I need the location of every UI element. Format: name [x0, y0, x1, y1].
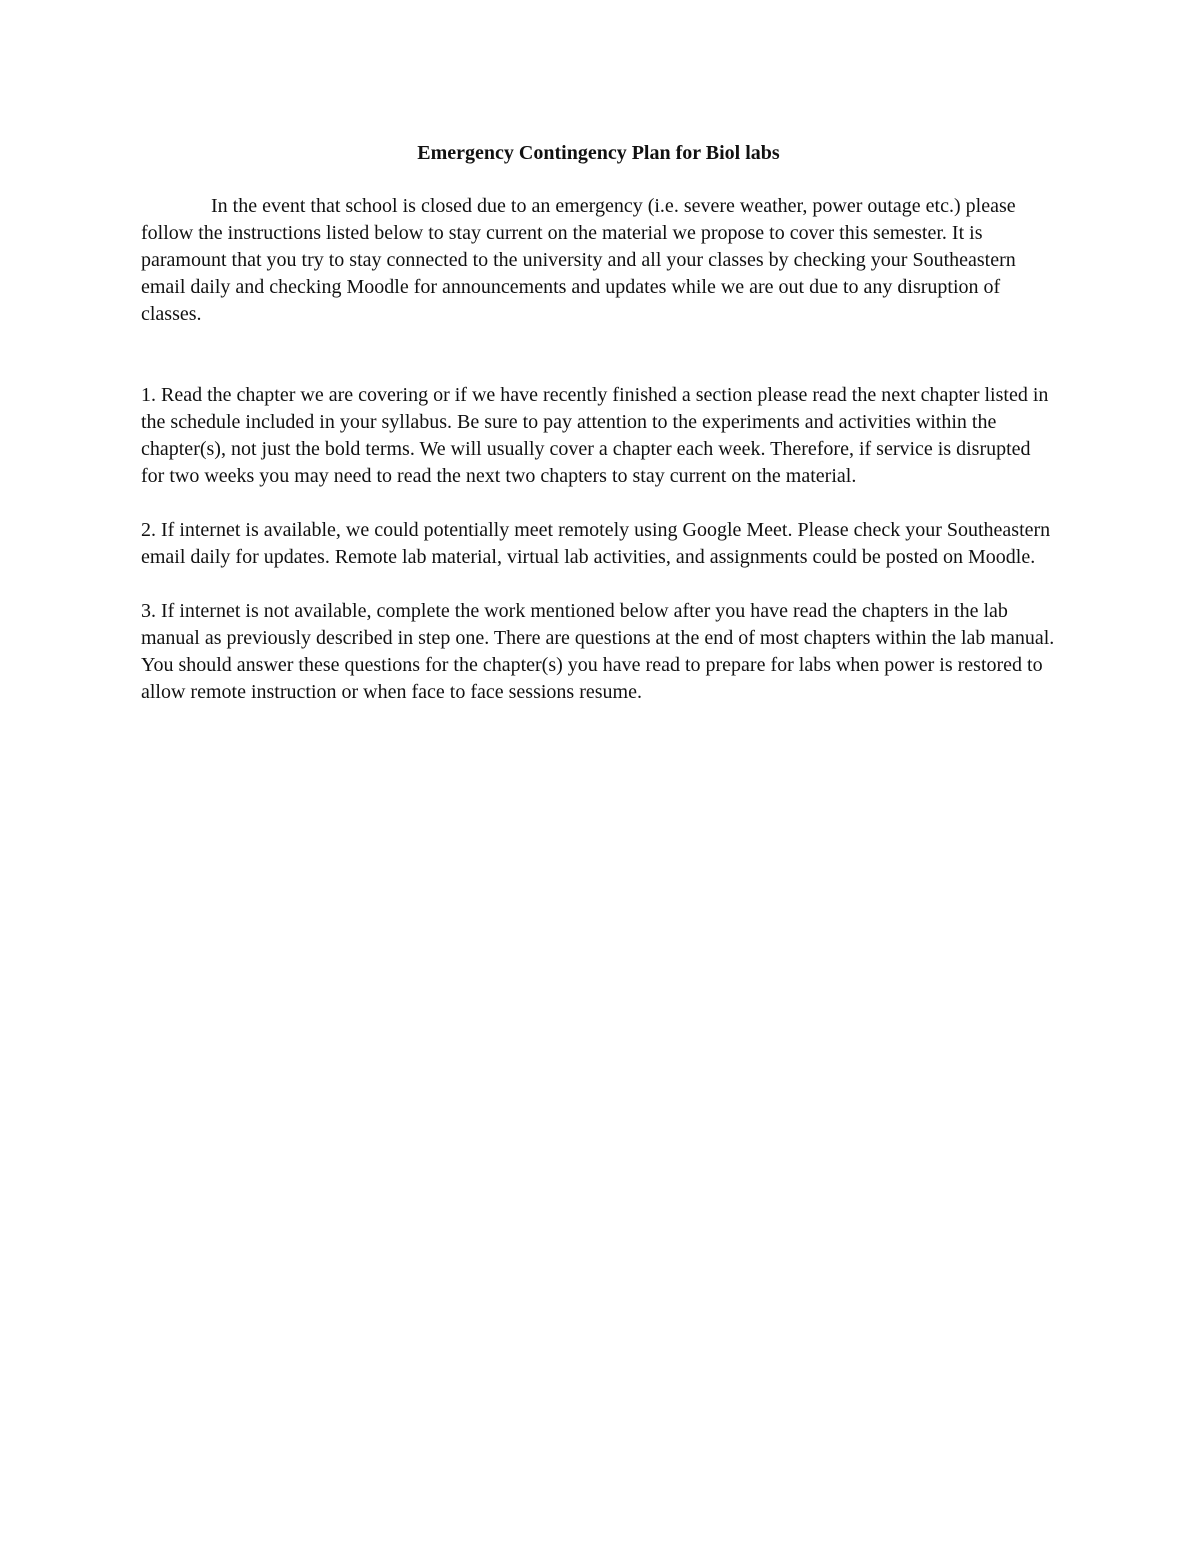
- instruction-item-1: 1. Read the chapter we are covering or if we have recently finished a section please read the next chapter listed in the schedule included in your syllabus. Be sure to pay attention to the experiments and activities within the chapter(s), not just the bold terms. We will usually cover a chapter each week. Therefore, if service is disrupted for two weeks you may need to read the next two chapters to stay current on the material.: [141, 384, 1049, 487]
- document-title: Emergency Contingency Plan for Biol labs: [417, 142, 780, 164]
- instruction-item-3: 3. If internet is not available, complete the work mentioned below after you have read the chapters in the lab manual as previously described in step one. There are questions at the end of most chapters within the lab manual. You should answer these questions for the chapter(s) you have read to prepare for labs when power is restored to allow remote instruction or when face to face sessions resume.: [141, 600, 1055, 703]
- intro-paragraph: In the event that school is closed due to an emergency (i.e. severe weather, power outage etc.) please follow the instructions listed below to stay current on the material we propose to cover this semester. It is paramount that you try to stay connected to the university and all your classes by checking your Southeastern email daily and checking Moodle for announcements and updates while we are out due to any disruption of classes.: [141, 195, 1016, 325]
- document-body: [141, 140, 1056, 733]
- instruction-item-2: 2. If internet is available, we could potentially meet remotely using Google Meet. Please check your Southeastern email daily for updates. Remote lab material, virtual lab activities, and assignments could be posted on Moodle.: [141, 519, 1051, 568]
